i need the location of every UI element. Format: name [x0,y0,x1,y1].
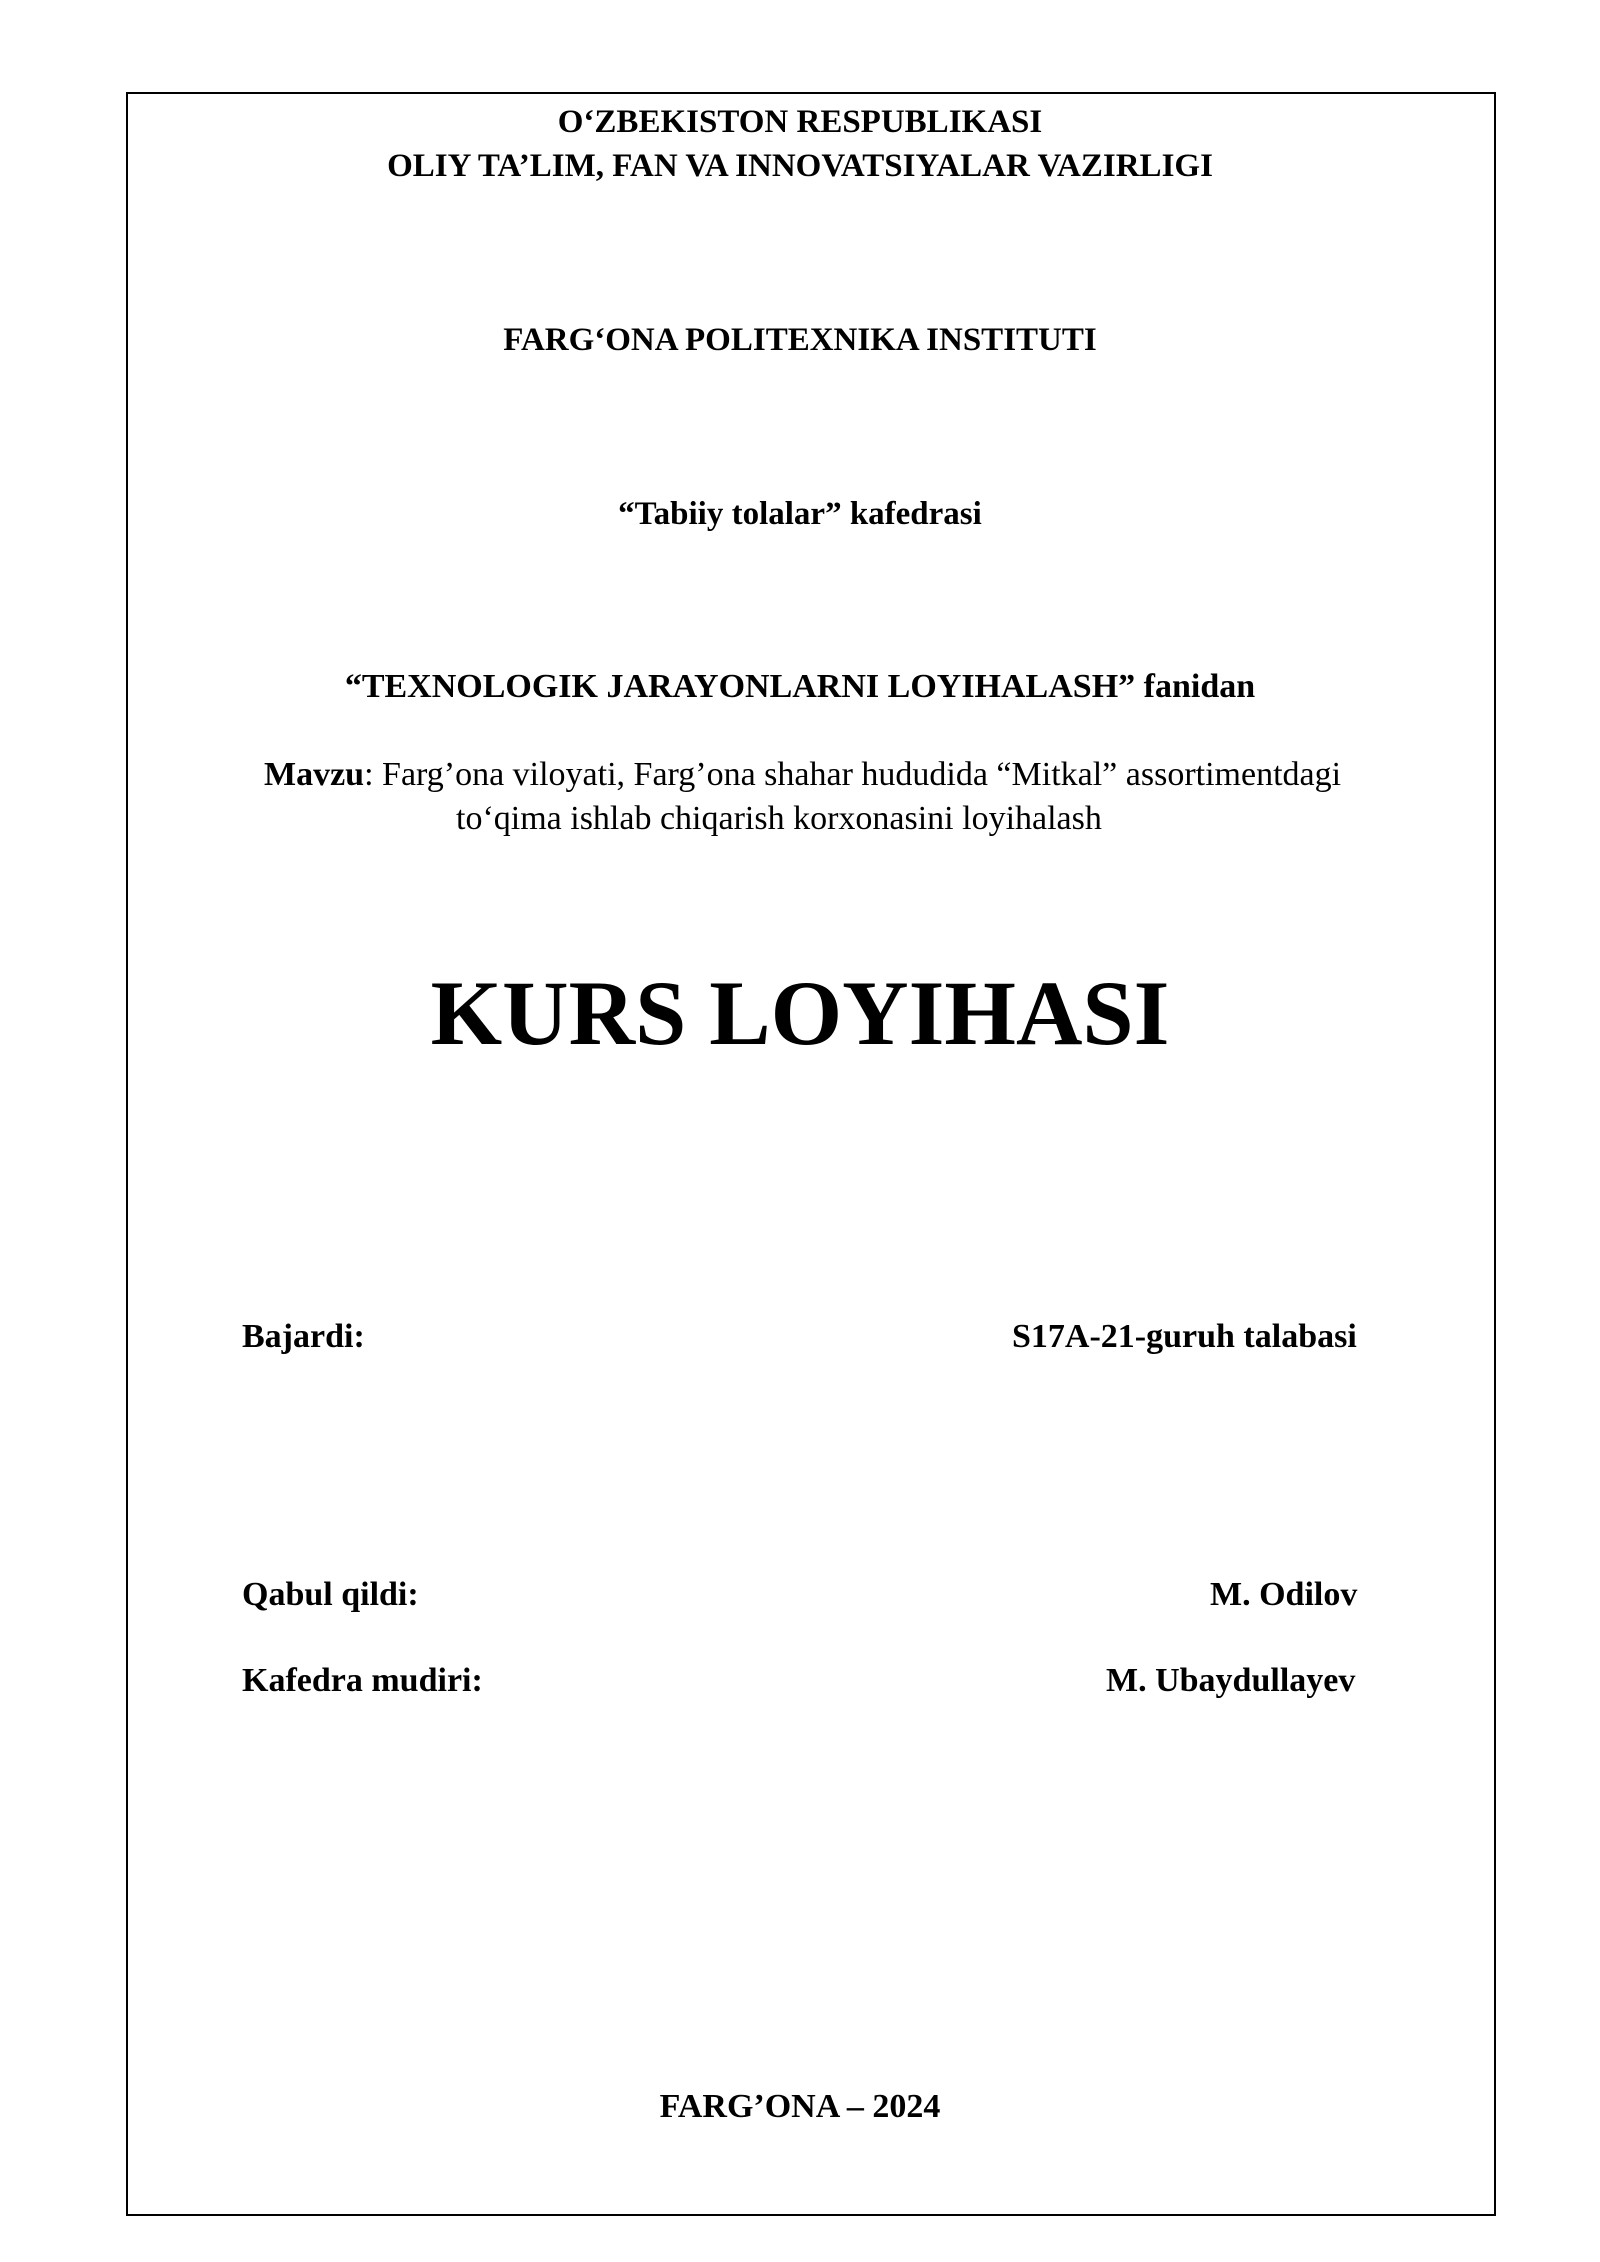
performed-by-value: S17A-21-guruh talabasi [1012,1318,1357,1355]
page-border [126,92,1496,2216]
topic-text-1: : Farg’ona viloyati, Farg’ona shahar hududida “Mitkal” assortimentdagi [364,756,1342,793]
institute-name: FARG‘ONA POLITEXNIKA INSTITUTI [503,322,1097,358]
performed-by-label: Bajardi: [242,1318,365,1355]
document-title: KURS LOYIHASI [430,962,1170,1064]
ministry-name: OLIY TA’LIM, FAN VA INNOVATSIYALAR VAZIRLIGI [387,148,1213,184]
republic-name: O‘ZBEKISTON RESPUBLIKASI [557,104,1043,140]
subject-line: “TEXNOLOGIK JARAYONLARNI LOYIHALASH” fanidan [344,668,1256,705]
topic-text-2: to‘qima ishlab chiqarish korxonasini loyihalash [456,800,1102,837]
head-of-department-value: M. Ubaydullayev [1106,1662,1356,1699]
footer-city-year: FARG’ONA – 2024 [659,2088,941,2125]
topic-line-1 [264,756,1341,794]
topic-label: Mavzu [264,756,365,793]
head-of-department-label: Kafedra mudiri: [242,1662,483,1699]
accepted-by-label: Qabul qildi: [242,1576,419,1613]
department-name: “Tabiiy tolalar” kafedrasi [618,496,982,532]
accepted-by-value: M. Odilov [1210,1576,1358,1613]
